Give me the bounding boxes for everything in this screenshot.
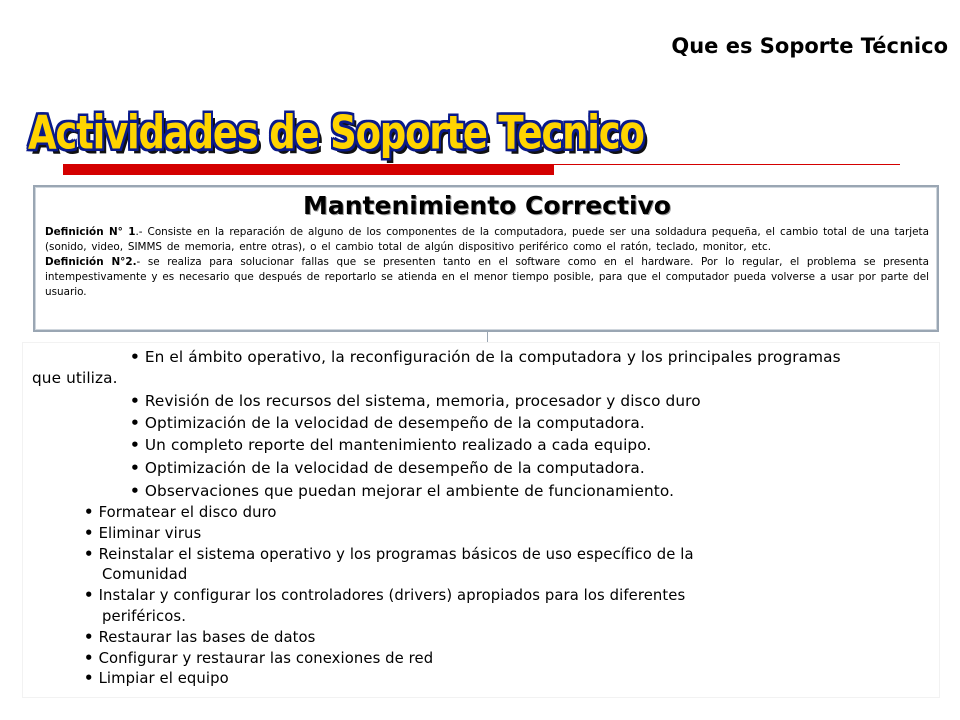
list-item-text: Optimización de la velocidad de desempeño de la computadora. <box>144 459 645 477</box>
list-item <box>84 650 433 667</box>
list-item-text: Reinstalar el sistema operativo y los programas básicos de uso específico de la <box>98 546 694 563</box>
list-item-continuation: que utiliza. <box>32 369 118 387</box>
list-item-text: Limpiar el equipo <box>98 670 229 687</box>
bullet-icon: • <box>84 546 94 563</box>
bullet-icon: • <box>130 436 140 454</box>
bullet-icon: • <box>130 414 140 432</box>
list-item-text: Eliminar virus <box>98 525 202 542</box>
page-title: Que es Soporte Técnico <box>671 34 948 58</box>
definition-2-text: - se realiza para solucionar fallas que se presenten tanto en el software como en el hardware. Por lo regular, el problema se presenta intempestivamente y es necesario que después de reportarlo se atienda en el menor tiempo posible, para que el computador pueda volverse a usar por parte del usuario. <box>45 256 929 298</box>
list-item <box>84 525 201 542</box>
bullet-icon: • <box>130 459 140 477</box>
list-item-text: Optimización de la velocidad de desempeño de la computadora. <box>144 414 645 432</box>
bullet-icon: • <box>84 650 94 667</box>
bullet-icon: • <box>84 629 94 646</box>
list-item <box>84 546 694 563</box>
list-item-text: Instalar y configurar los controladores (drivers) apropiados para los diferentes <box>98 587 686 604</box>
definition-2 <box>45 255 929 300</box>
bullet-icon: • <box>130 392 140 410</box>
bullet-icon: • <box>130 348 140 366</box>
list-item <box>130 482 674 500</box>
red-divider-line <box>554 164 900 165</box>
list-item <box>130 436 651 454</box>
list-item <box>130 392 701 410</box>
list-item-text: Formatear el disco duro <box>98 504 277 521</box>
list-item <box>130 459 645 477</box>
list-item-text: Revisión de los recursos del sistema, memoria, procesador y disco duro <box>144 392 701 410</box>
bullet-icon: • <box>84 525 94 542</box>
wordart-heading: Actividades de Soporte Tecnico <box>28 106 644 160</box>
bullet-icon: • <box>130 482 140 500</box>
definition-1-label: Definición N° 1 <box>45 226 136 238</box>
list-item-text: Configurar y restaurar las conexiones de red <box>98 650 434 667</box>
bullet-icon: • <box>84 587 94 604</box>
definition-1 <box>45 225 929 255</box>
definition-2-label: Definición N°2. <box>45 256 137 268</box>
list-item <box>84 587 685 604</box>
list-item <box>84 504 277 521</box>
definition-1-text: .- Consiste en la reparación de alguno de los componentes de la computadora, puede ser una soldadura pequeña, el cambio total de una tarjeta (sonido, video, SIMMS de memoria, entre otras), o el cambio total de algún dispositivo periférico como el ratón, teclado, monitor, etc. <box>45 226 929 253</box>
list-item-continuation: periféricos. <box>102 608 186 625</box>
bullet-icon: • <box>84 670 94 687</box>
definition-heading: Mantenimiento Correctivo <box>303 191 671 220</box>
red-divider-bar <box>63 164 554 175</box>
list-item-continuation: Comunidad <box>102 566 188 583</box>
list-item-text: Observaciones que puedan mejorar el ambiente de funcionamiento. <box>144 482 675 500</box>
list-item-text: En el ámbito operativo, la reconfiguración de la computadora y los principales programas <box>144 348 841 366</box>
bullet-icon: • <box>84 504 94 521</box>
list-item <box>84 629 315 646</box>
definition-box <box>33 185 939 332</box>
list-item <box>130 348 841 366</box>
list-item <box>130 414 645 432</box>
list-item-text: Un completo reporte del mantenimiento realizado a cada equipo. <box>144 436 652 454</box>
list-item-text: Restaurar las bases de datos <box>98 629 316 646</box>
list-item <box>84 670 229 687</box>
